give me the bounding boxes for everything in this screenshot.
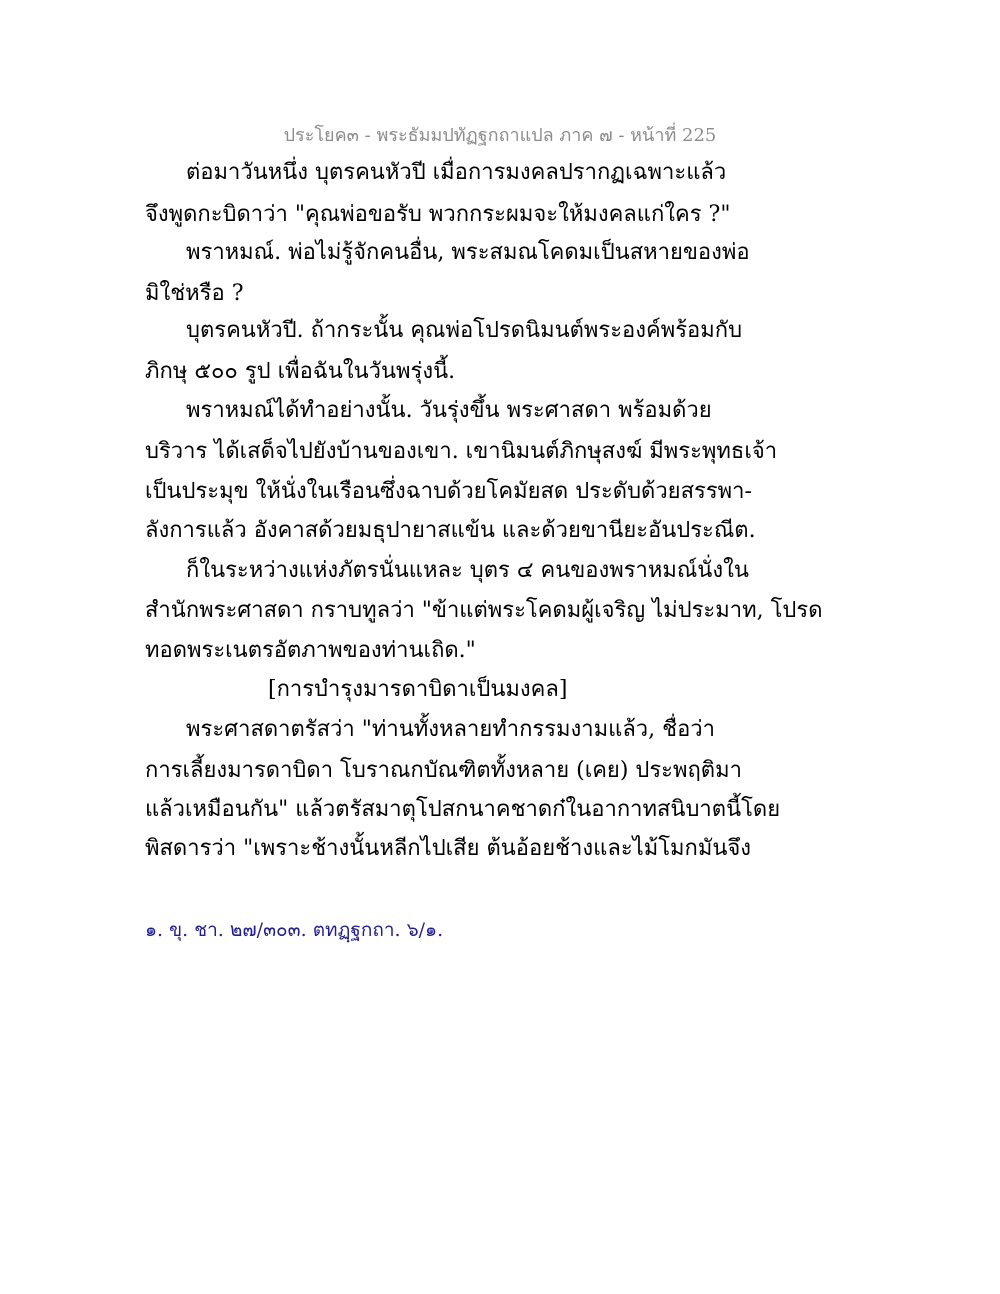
text-line: ต่อมาวันหนึ่ง บุตรคนหัวปี เมื่อการมงคลปรากฏเฉพาะแล้ว	[186, 160, 727, 185]
text-line: พระศาสดาตรัสว่า "ท่านทั้งหลายทำกรรมงามแล้ว, ชื่อว่า	[186, 717, 715, 742]
text-line: พราหมณ์ได้ทำอย่างนั้น. วันรุ่งขึ้น พระศาสดา พร้อมด้วย	[186, 398, 712, 423]
text-line: ลังการแล้ว อังคาสด้วยมธุปายาสแข้น และด้วยขานียะอันประณีต.	[145, 518, 756, 543]
page-header: ประโยค๓ - พระธัมมปทัฏฐกถาแปล ภาค ๗ - หน้าที่ 225	[283, 125, 717, 146]
text-line: สำนักพระศาสดา กราบทูลว่า "ข้าแต่พระโคดมผู้เจริญ ไม่ประมาท, โปรด	[145, 598, 823, 623]
text-line: บริวาร ได้เสด็จไปยังบ้านของเขา. เขานิมนต์ภิกษุสงฆ์ มีพระพุทธเจ้า	[145, 439, 778, 464]
text-line: ทอดพระเนตรอัตภาพของท่านเถิด."	[145, 638, 476, 663]
text-line: เป็นประมุข ให้นั่งในเรือนซึ่งฉาบด้วยโคมัยสด ประดับด้วยสรรพา-	[145, 479, 752, 504]
text-line: จึงพูดกะบิดาว่า "คุณพ่อขอรับ พวกกระผมจะให้มงคลแก่ใคร ?"	[145, 202, 731, 227]
text-line: พิสดารว่า "เพราะช้างนั้นหลีกไปเสีย ต้นอ้อยช้างและไม้โมกมันจึง	[145, 836, 752, 861]
text-line: บุตรคนหัวปี. ถ้ากระนั้น คุณพ่อโปรดนิมนต์พระองค์พร้อมกับ	[186, 318, 743, 343]
text-line: แล้วเหมือนกัน" แล้วตรัสมาตุโปสกนาคชาดก๋ในอากาทสนิบาตนี้โดย	[145, 797, 781, 822]
text-line: ภิกษุ ๕๐๐ รูป เพื่อฉันในวันพรุ่งนี้.	[145, 359, 456, 384]
text-line: การเลี้ยงมารดาบิดา โบราณกบัณฑิตทั้งหลาย (เคย) ประพฤติมา	[145, 758, 742, 783]
section-heading: [การบำรุงมารดาบิดาเป็นมงคล]	[268, 677, 568, 702]
footnote: ๑. ขุ. ชา. ๒๗/๓๐๓. ตทฏฺฐกถา. ๖/๑.	[145, 919, 444, 941]
text-line: พราหมณ์. พ่อไม่รู้จักคนอื่น, พระสมณโคดมเป็นสหายของพ่อ	[186, 240, 750, 265]
text-line: ก็ในระหว่างแห่งภัตรนั่นแหละ บุตร ๔ คนของพราหมณ์นั่งใน	[186, 558, 749, 583]
text-line: มิใช่หรือ ?	[145, 281, 244, 306]
